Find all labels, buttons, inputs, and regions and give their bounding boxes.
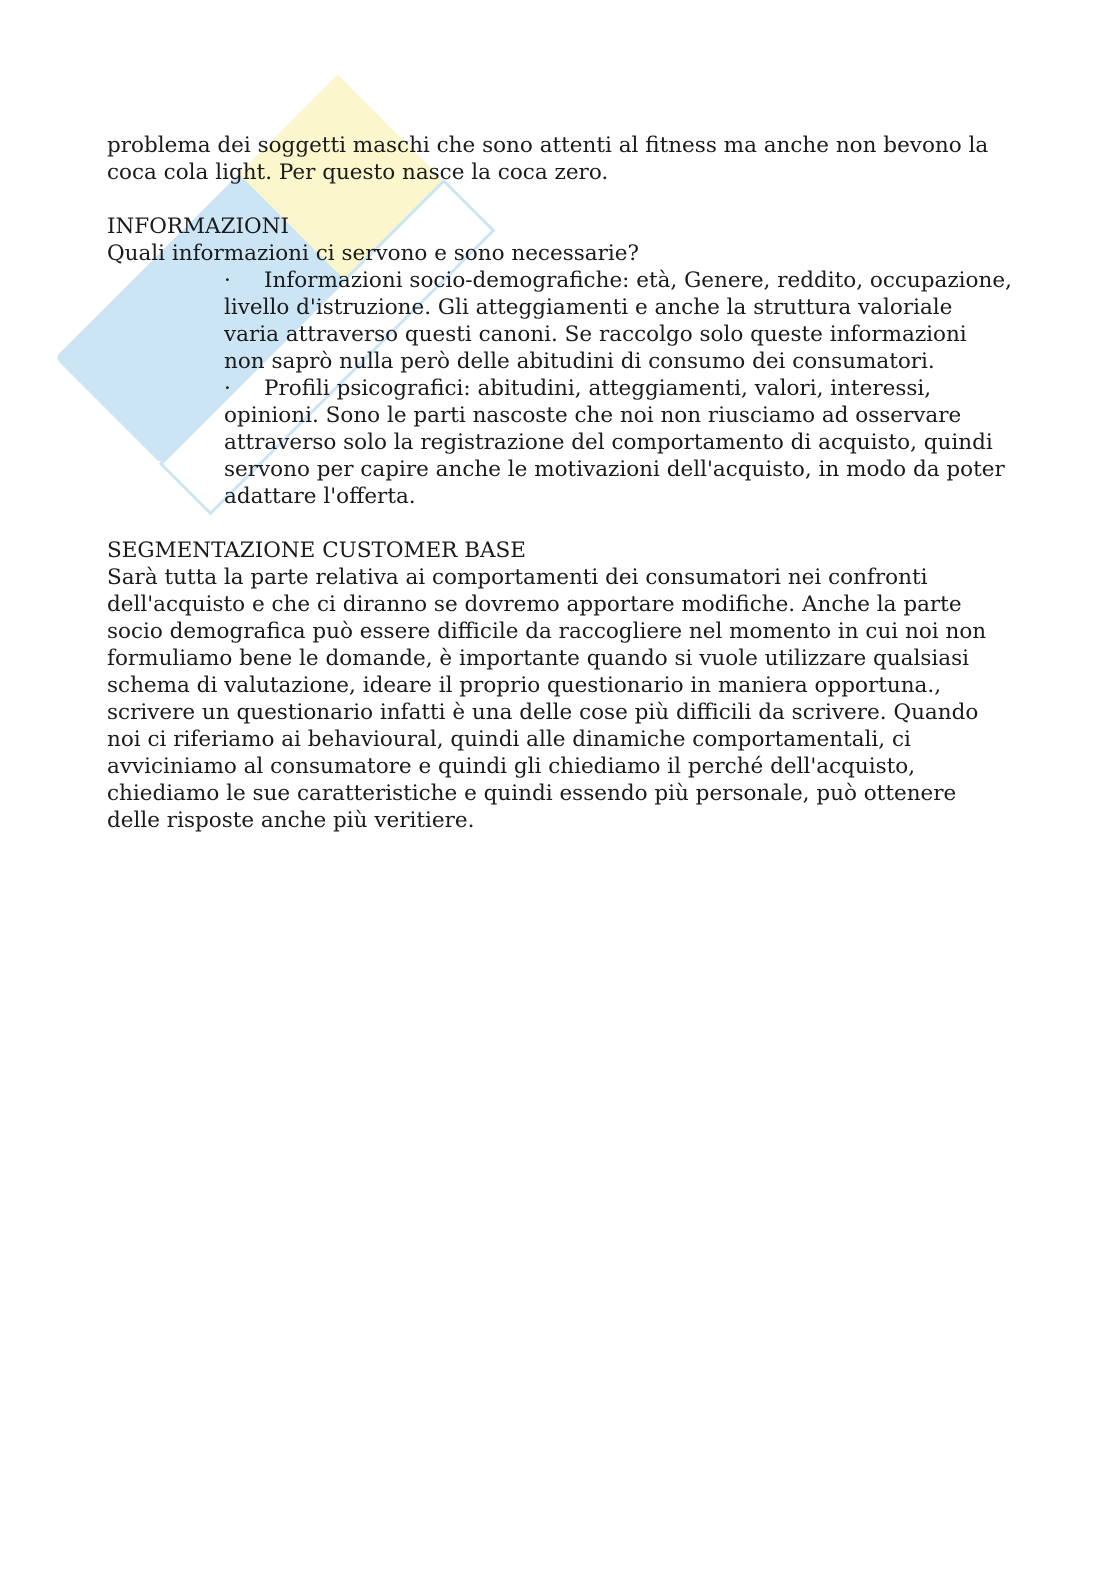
list-item [107, 375, 1012, 510]
document-body [107, 132, 1012, 834]
section-body: Sarà tutta la parte relativa ai comportamenti dei consumatori nei confronti dell'acquisto e che ci diranno se dovremo apportare modifiche. Anche la parte socio demografica può essere difficile da raccogliere nel momento in cui noi non formuliamo bene le domande, è importante quando si vuole utilizzare qualsiasi schema di valutazione, ideare il proprio questionario in maniera opportuna., scrivere un questionario infatti è una delle cose più difficili da scrivere. Quando noi ci riferiamo ai behavioural, quindi alle dinamiche comportamentali, ci avviciniamo al consumatore e quindi gli chiediamo il perché dell'acquisto, chiediamo le sue caratteristiche e quindi essendo più personale, può ottenere delle risposte anche più veritiere. [107, 565, 987, 833]
section-heading-informazioni: INFORMAZIONI [107, 214, 289, 239]
bullet-text: Informazioni socio-demografiche: età, Genere, reddito, occupazione, livello d'istruzione. Gli atteggiamenti e anche la struttura valoriale varia attraverso questi canoni. Se raccolgo solo queste informazioni non saprò nulla però delle abitudini di consumo dei consumatori. [224, 268, 1012, 374]
section-question: Quali informazioni ci servono e sono necessarie? [107, 241, 639, 266]
info-bullet-list [107, 267, 1012, 510]
bullet-marker: · [224, 376, 231, 401]
section-heading-segmentazione: SEGMENTAZIONE CUSTOMER BASE [107, 538, 526, 563]
bullet-text: Profili psicografici: abitudini, atteggiamenti, valori, interessi, opinioni. Sono le parti nascoste che noi non riusciamo ad osservare attraverso solo la registrazione del comportamento di acquisto, quindi servono per capire anche le motivazioni dell'acquisto, in modo da poter adattare l'offerta. [224, 376, 1005, 509]
bullet-marker: · [224, 268, 231, 293]
list-item [107, 267, 1012, 375]
intro-line-2: coca cola light. Per questo nasce la coca zero. [107, 160, 609, 185]
intro-line-1: problema dei soggetti maschi che sono attenti al fitness ma anche non bevono la [107, 133, 989, 158]
spacer [107, 186, 1012, 213]
spacer [107, 510, 1012, 537]
